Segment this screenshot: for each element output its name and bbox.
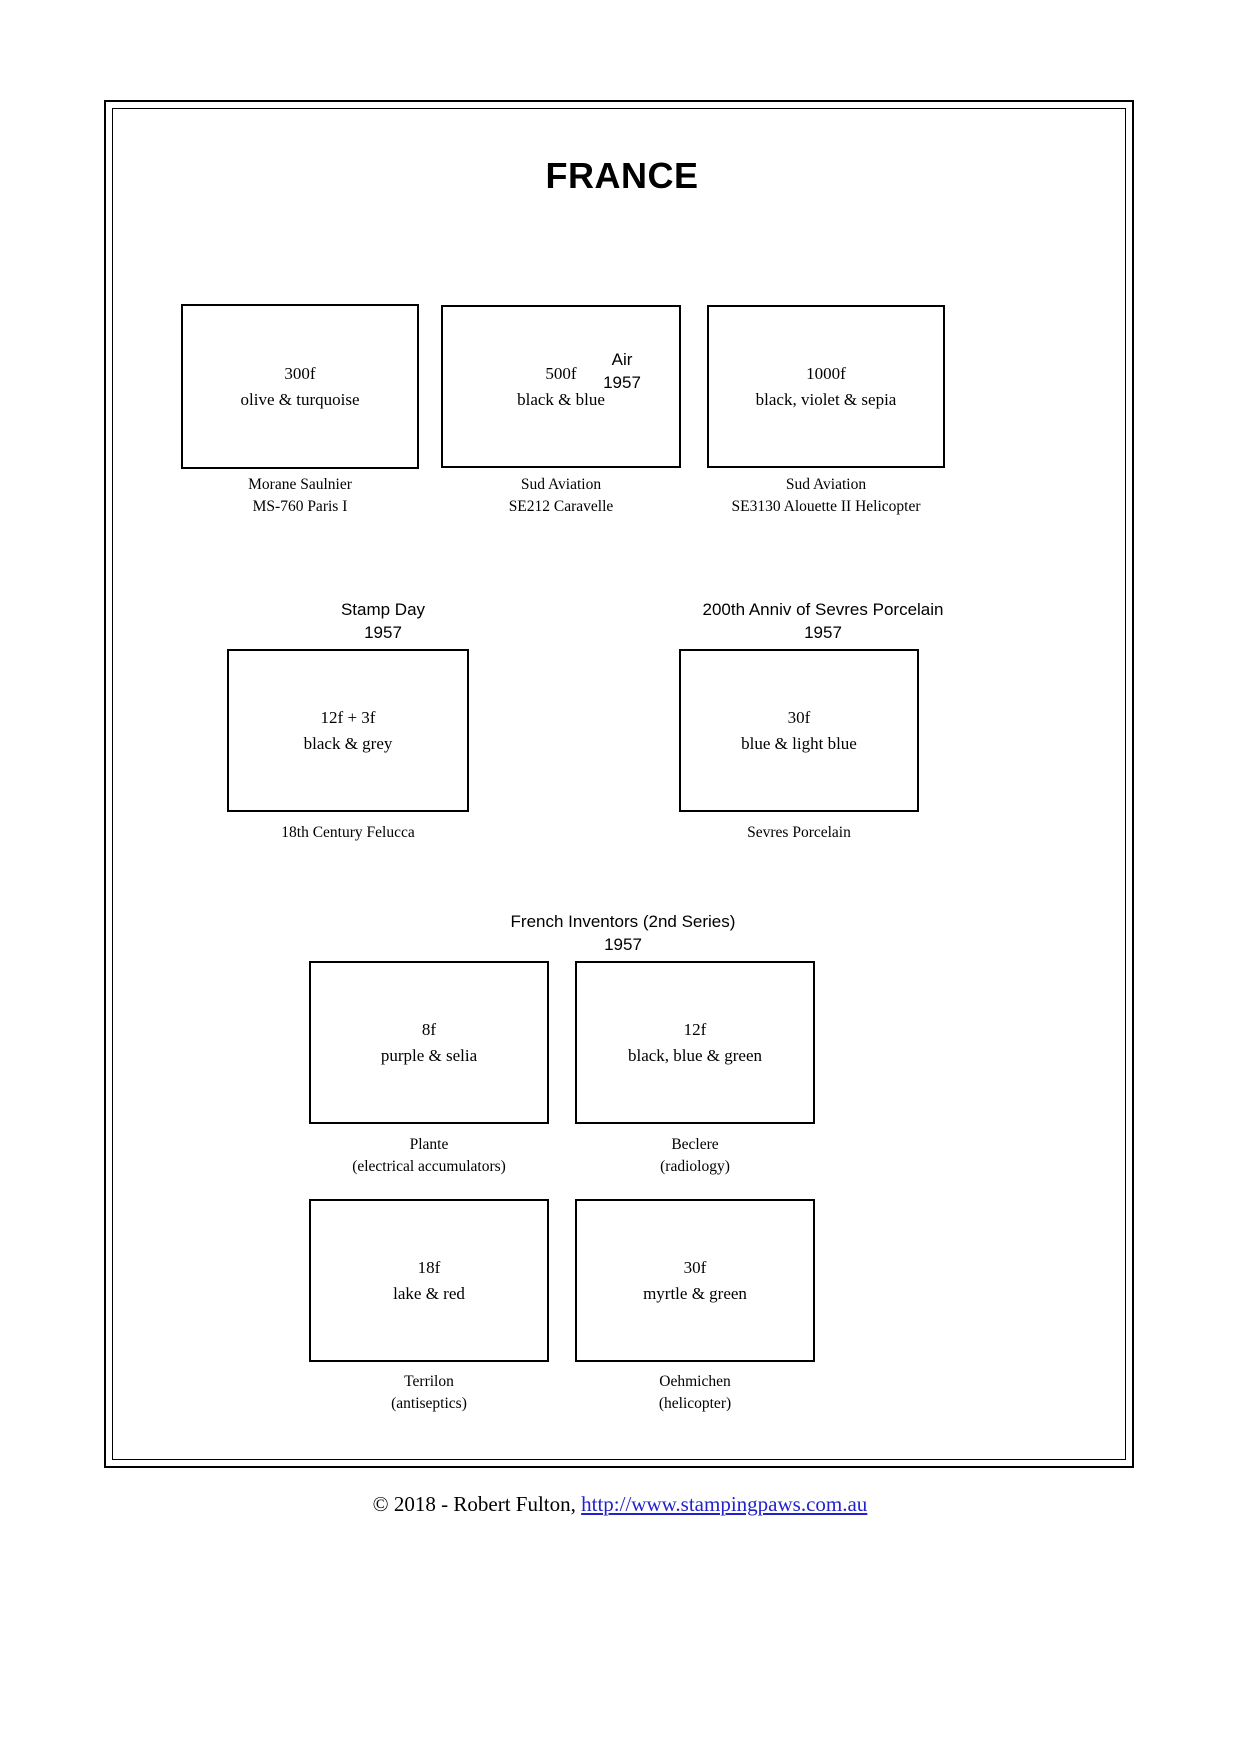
page-border-inner xyxy=(112,108,1126,1460)
stamp-denomination: 12f + 3f xyxy=(320,708,376,727)
page-border-outer xyxy=(104,100,1134,1468)
stamp-colours: blue & light blue xyxy=(741,733,857,753)
stamp-box xyxy=(309,1199,549,1362)
set-year: 1957 xyxy=(804,622,842,642)
stamp-denomination: 30f xyxy=(683,1258,707,1277)
stamp-caption xyxy=(299,1371,559,1416)
page-content xyxy=(113,109,1131,1465)
stamp-denomination: 12f xyxy=(683,1020,707,1039)
copyright-text: © 2018 - Robert Fulton, xyxy=(372,1492,576,1516)
set-year: 1957 xyxy=(603,372,641,392)
stamp-caption xyxy=(299,1134,559,1179)
set-year: 1957 xyxy=(604,934,642,954)
stamp-box xyxy=(575,961,815,1124)
caption-line-1: Beclere xyxy=(671,1136,719,1153)
caption-line-2: SE212 Caravelle xyxy=(508,498,614,516)
stamp-box xyxy=(309,961,549,1124)
stamp-denomination: 1000f xyxy=(806,364,846,383)
caption-line-2: MS-760 Paris I xyxy=(252,498,348,516)
stamp-box xyxy=(575,1199,815,1362)
caption-line-1: Terrilon xyxy=(404,1373,454,1390)
caption-line-2: SE3130 Alouette II Helicopter xyxy=(731,498,921,516)
page-footer xyxy=(0,1492,1240,1517)
set-name: Stamp Day xyxy=(340,600,426,619)
page-title: FRANCE xyxy=(545,155,699,196)
stamp-denomination: 300f xyxy=(284,364,316,383)
set-year: 1957 xyxy=(364,622,402,642)
set-name: French Inventors (2nd Series) xyxy=(510,912,736,931)
stamp-caption xyxy=(669,822,929,844)
set-heading-stamp-day xyxy=(253,599,513,645)
stamp-box xyxy=(707,305,945,468)
stamp-denomination: 30f xyxy=(787,708,811,727)
set-name: 200th Anniv of Sevres Porcelain xyxy=(702,600,944,619)
caption-line-1: Plante xyxy=(409,1136,449,1153)
stamp-colours: black, violet & sepia xyxy=(755,389,897,409)
stamp-caption xyxy=(565,1371,825,1416)
stamp-caption xyxy=(431,474,691,519)
stamp-box xyxy=(227,649,469,812)
stamp-caption xyxy=(171,474,429,519)
stamp-colours: olive & turquoise xyxy=(240,389,360,409)
stamp-box xyxy=(441,305,681,468)
caption-line-1: Sud Aviation xyxy=(785,476,867,493)
stamp-denomination: 18f xyxy=(417,1258,441,1277)
caption-line-1: Sevres Porcelain xyxy=(747,824,851,841)
caption-line-2: (radiology) xyxy=(660,1158,730,1176)
stamp-denomination: 8f xyxy=(421,1020,437,1039)
caption-line-1: Morane Saulnier xyxy=(248,476,352,493)
set-heading-french-inventors xyxy=(413,911,833,957)
caption-line-2: (antiseptics) xyxy=(391,1395,467,1413)
stamp-colours: black, blue & green xyxy=(627,1045,763,1065)
set-heading-sevres-porcelain xyxy=(613,599,1033,645)
caption-line-1: Sud Aviation xyxy=(520,476,602,493)
stamp-caption xyxy=(218,822,478,844)
caption-line-2: (helicopter) xyxy=(658,1395,732,1413)
stamp-denomination: 500f xyxy=(545,364,577,383)
set-name: Air xyxy=(611,350,633,369)
stamp-colours: black & grey xyxy=(303,733,393,753)
stamp-caption xyxy=(565,1134,825,1179)
stamp-box xyxy=(181,304,419,469)
stamp-colours: black & blue xyxy=(517,389,605,409)
stamp-box xyxy=(679,649,919,812)
caption-line-2: (electrical accumulators) xyxy=(352,1158,506,1176)
stamp-colours: purple & selia xyxy=(380,1045,478,1065)
caption-line-1: Oehmichen xyxy=(659,1373,731,1390)
website-link[interactable]: http://www.stampingpaws.com.au xyxy=(581,1492,868,1516)
caption-line-1: 18th Century Felucca xyxy=(281,824,415,841)
stamp-caption xyxy=(681,474,971,519)
stamp-colours: myrtle & green xyxy=(643,1283,747,1303)
stamp-colours: lake & red xyxy=(393,1283,465,1303)
